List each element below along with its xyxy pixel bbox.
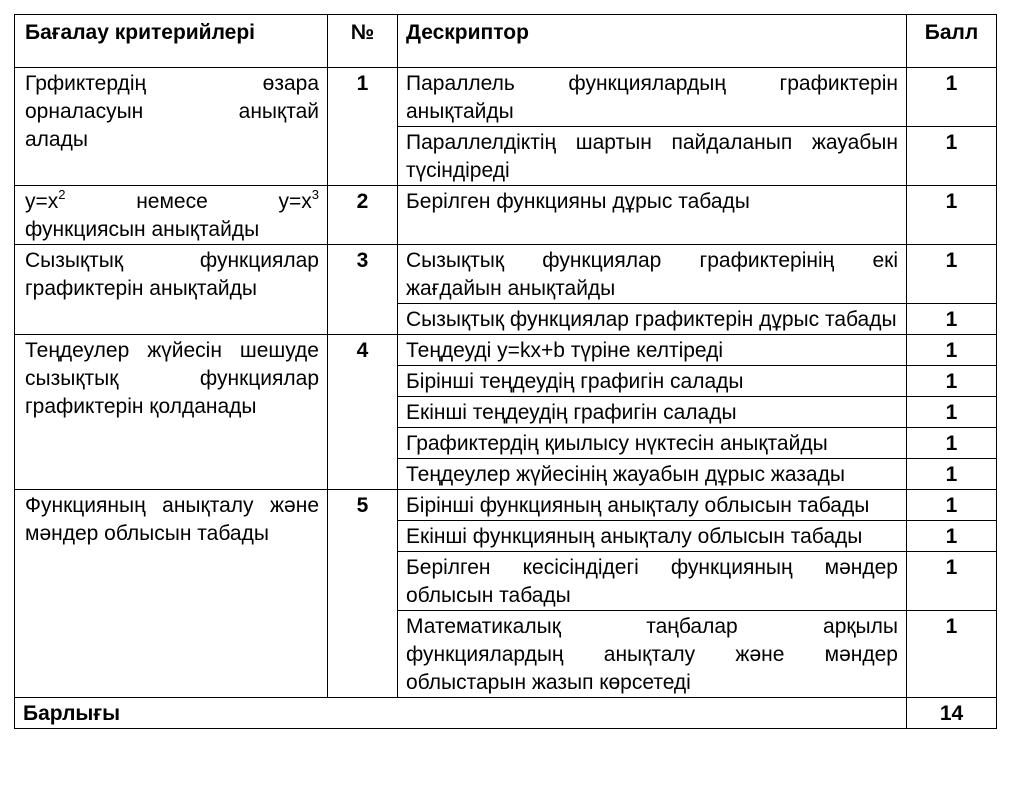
criteria-text-2-line-1 [25,188,319,216]
header-criteria: Бағалау критерийлері [15,15,328,68]
criteria-text-2-part-d: функциясын анықтайды [25,218,260,241]
points-4-1: 1 [907,335,997,366]
descriptor-1-1: Параллель функциялардың графиктерін анықтайды [398,68,907,127]
total-label: Барлығы [15,698,907,729]
table-row [15,245,997,304]
points-1-1: 1 [907,68,997,127]
points-5-4: 1 [907,611,997,698]
descriptor-3-2: Сызықтық функциялар графиктерін дұрыс табады [398,304,907,335]
criteria-text-1-line-3: алады [25,128,88,151]
descriptor-5-1: Бірінші функцияның анықталу облысын табады [398,490,907,521]
points-2-1: 1 [907,186,997,245]
criteria-text-1-line-1: Грфиктердің өзара [25,72,319,95]
table-row [15,68,997,127]
points-5-2: 1 [907,521,997,552]
points-5-3: 1 [907,552,997,611]
descriptor-2-1: Берілген функцияны дұрыс табады [398,186,907,245]
descriptor-4-2: Бірінші теңдеудің графигін салады [398,366,907,397]
descriptor-1-2: Параллелдіктің шартын пайдаланып жауабын түсіндіреді [398,127,907,186]
criteria-cell-1 [15,68,328,186]
assessment-rubric-table [14,14,997,729]
criteria-number-5: 5 [328,490,398,698]
total-row [15,698,997,729]
descriptor-5-3: Берілген кесісіндідегі функцияның мәндер облысын табады [398,552,907,611]
points-1-2: 1 [907,127,997,186]
criteria-cell-5: Функцияның анықталу және мәндер облысын табады [15,490,328,698]
points-3-2: 1 [907,304,997,335]
criteria-cell-3: Сызықтық функциялар графиктерін анықтайды [15,245,328,335]
descriptor-5-2: Екінші функцияның анықталу облысын табады [398,521,907,552]
criteria-cell-2 [15,186,328,245]
descriptor-3-1: Сызықтық функциялар графиктерінің екі жағдайын анықтайды [398,245,907,304]
total-points: 14 [907,698,997,729]
criteria-text-2-part-a: y=x [25,190,59,213]
descriptor-5-4: Математикалық таңбалар арқылы функциялардың анықталу және мәндер облыстарын жазып көрсетеді [398,611,907,698]
descriptor-4-3: Екінші теңдеудің графигін салады [398,397,907,428]
points-4-4: 1 [907,428,997,459]
criteria-number-2: 2 [328,186,398,245]
criteria-text-2-part-b: немесе [136,190,208,213]
criteria-number-4: 4 [328,335,398,490]
criteria-text-1-line-2: орналасуын анықтай [25,100,319,123]
criteria-exponent-2: 3 [311,187,319,202]
descriptor-4-4: Графиктердің қиылысу нүктесін анықтайды [398,428,907,459]
criteria-number-3: 3 [328,245,398,335]
table-row [15,490,997,521]
points-4-5: 1 [907,459,997,490]
table-row [15,335,997,366]
criteria-cell-4: Теңдеулер жүйесін шешуде сызықтық функциялар графиктерін қолданады [15,335,328,490]
points-4-2: 1 [907,366,997,397]
points-3-1: 1 [907,245,997,304]
points-5-1: 1 [907,490,997,521]
criteria-number-1: 1 [328,68,398,186]
header-row [15,15,997,68]
header-number: № [328,15,398,68]
header-points: Балл [907,15,997,68]
criteria-exponent-1: 2 [58,187,66,202]
descriptor-4-1: Теңдеуді y=kx+b түріне келтіреді [398,335,907,366]
table-row [15,186,997,245]
header-descriptor: Дескриптор [398,15,907,68]
points-4-3: 1 [907,397,997,428]
criteria-text-2-part-c: y=x [278,190,312,213]
descriptor-4-5: Теңдеулер жүйесінің жауабын дұрыс жазады [398,459,907,490]
